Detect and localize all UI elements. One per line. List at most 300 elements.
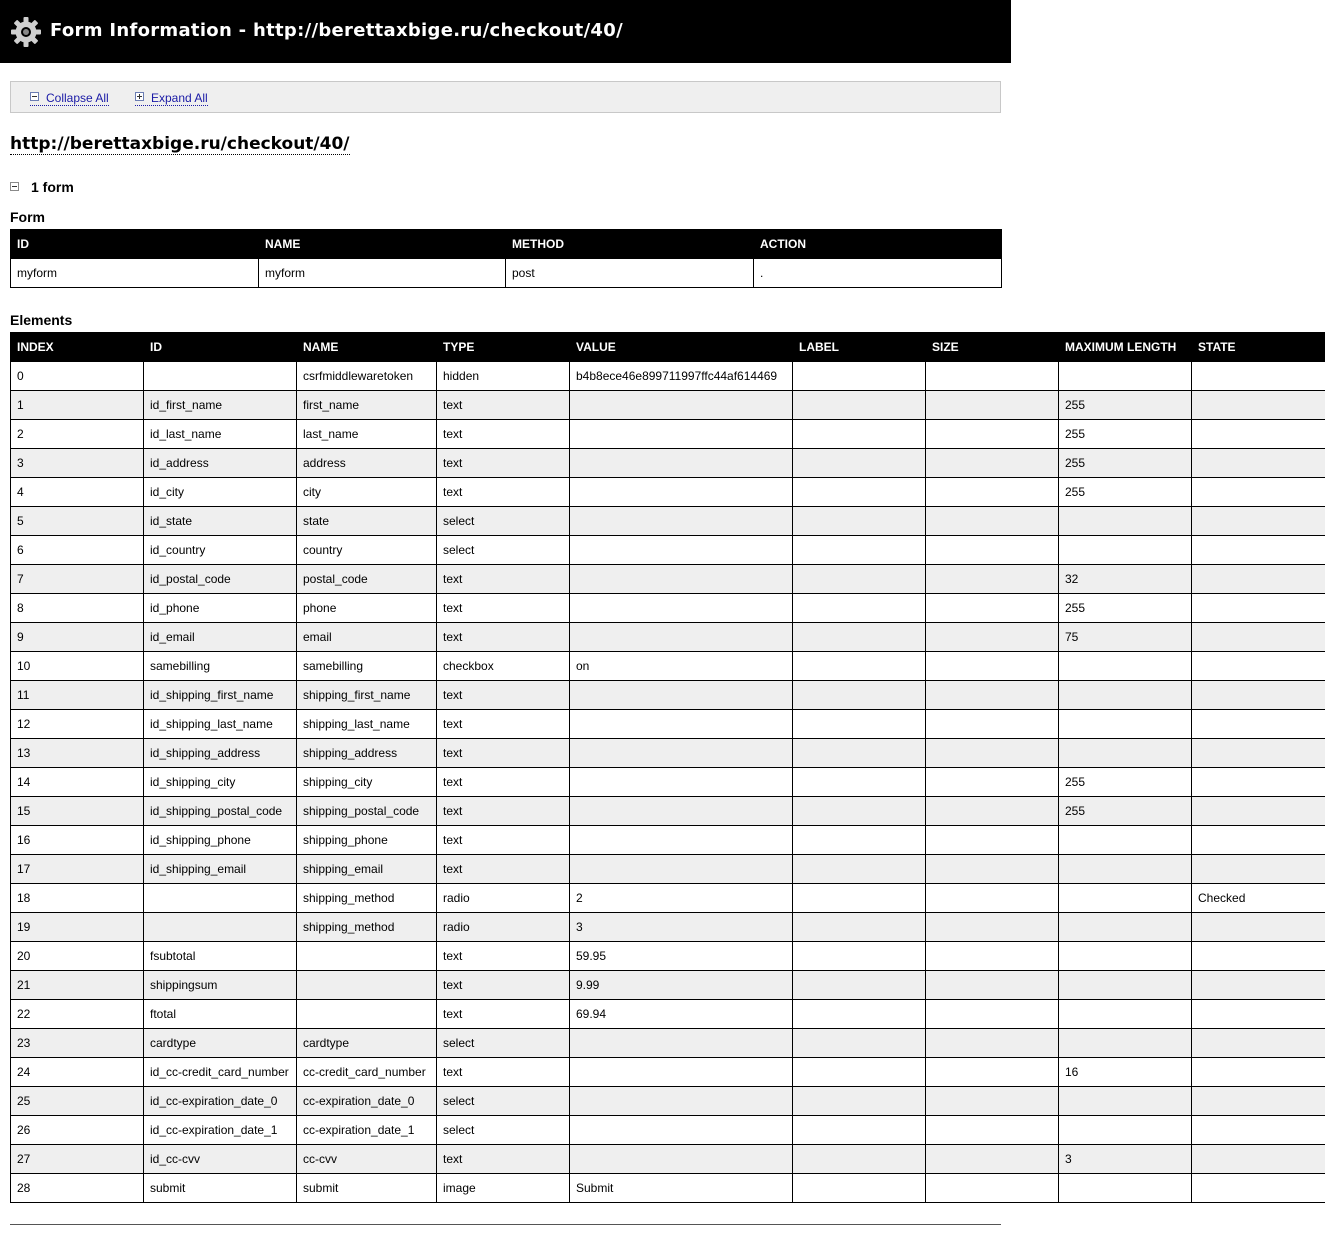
- element-cell-label: [793, 942, 926, 971]
- element-cell-index: 12: [11, 710, 144, 739]
- element-cell-id: id_email: [144, 623, 297, 652]
- element-cell-size: [926, 1058, 1059, 1087]
- element-cell-maximum-length: 255: [1059, 449, 1192, 478]
- element-cell-state: [1192, 507, 1325, 536]
- element-cell-label: [793, 1058, 926, 1087]
- table-row: [11, 1116, 1325, 1145]
- element-cell-maximum-length: 255: [1059, 594, 1192, 623]
- element-cell-id: shippingsum: [144, 971, 297, 1000]
- element-cell-size: [926, 1145, 1059, 1174]
- element-cell-index: 22: [11, 1000, 144, 1029]
- expand-icon: [135, 92, 144, 101]
- element-header-label: LABEL: [793, 333, 926, 362]
- element-cell-state: [1192, 362, 1325, 391]
- table-row: [11, 507, 1325, 536]
- element-cell-name: address: [297, 449, 437, 478]
- element-cell-index: 25: [11, 1087, 144, 1116]
- table-row: [11, 826, 1325, 855]
- gear-icon: [10, 16, 42, 48]
- element-cell-name: cc-expiration_date_0: [297, 1087, 437, 1116]
- element-cell-index: 3: [11, 449, 144, 478]
- element-cell-type: text: [437, 797, 570, 826]
- element-cell-type: select: [437, 507, 570, 536]
- element-cell-label: [793, 623, 926, 652]
- page-url-link[interactable]: http://berettaxbige.ru/checkout/40/: [10, 134, 350, 154]
- element-cell-value: [570, 739, 793, 768]
- table-row: [11, 710, 1325, 739]
- element-cell-size: [926, 420, 1059, 449]
- element-cell-id: id_cc-expiration_date_1: [144, 1116, 297, 1145]
- element-cell-index: 11: [11, 681, 144, 710]
- element-cell-label: [793, 739, 926, 768]
- table-row: [11, 420, 1325, 449]
- element-cell-id: [144, 913, 297, 942]
- element-cell-value: Submit: [570, 1174, 793, 1203]
- element-cell-name: shipping_email: [297, 855, 437, 884]
- table-row: [11, 565, 1325, 594]
- element-cell-type: select: [437, 1029, 570, 1058]
- form-header-method: METHOD: [506, 230, 754, 259]
- element-cell-maximum-length: [1059, 681, 1192, 710]
- element-cell-size: [926, 913, 1059, 942]
- element-cell-state: [1192, 536, 1325, 565]
- table-row: [11, 913, 1325, 942]
- element-cell-index: 16: [11, 826, 144, 855]
- element-cell-label: [793, 536, 926, 565]
- element-cell-type: text: [437, 1058, 570, 1087]
- element-cell-label: [793, 565, 926, 594]
- table-row: [11, 797, 1325, 826]
- elements-section-title: Elements: [10, 312, 73, 328]
- form-cell-name: myform: [259, 259, 506, 288]
- element-cell-id: id_phone: [144, 594, 297, 623]
- element-cell-state: [1192, 1174, 1325, 1203]
- element-cell-name: shipping_last_name: [297, 710, 437, 739]
- element-cell-size: [926, 855, 1059, 884]
- table-row: [11, 1029, 1325, 1058]
- element-cell-state: [1192, 1000, 1325, 1029]
- form-count-label: 1 form: [31, 179, 74, 195]
- collapse-icon[interactable]: [10, 182, 19, 191]
- element-header-type: TYPE: [437, 333, 570, 362]
- element-cell-id: id_cc-credit_card_number: [144, 1058, 297, 1087]
- element-cell-index: 28: [11, 1174, 144, 1203]
- element-cell-index: 15: [11, 797, 144, 826]
- element-cell-name: shipping_first_name: [297, 681, 437, 710]
- element-cell-id: [144, 884, 297, 913]
- element-cell-id: id_shipping_city: [144, 768, 297, 797]
- element-cell-maximum-length: 255: [1059, 391, 1192, 420]
- element-cell-size: [926, 971, 1059, 1000]
- collapse-all-button[interactable]: [30, 91, 109, 106]
- element-cell-id: id_country: [144, 536, 297, 565]
- table-row: [11, 623, 1325, 652]
- element-cell-size: [926, 797, 1059, 826]
- element-cell-value: 2: [570, 884, 793, 913]
- form-header-id: ID: [11, 230, 259, 259]
- table-row: [11, 362, 1325, 391]
- table-row: [11, 594, 1325, 623]
- element-cell-value: [570, 855, 793, 884]
- element-cell-size: [926, 1000, 1059, 1029]
- element-cell-type: select: [437, 1087, 570, 1116]
- element-header-index: INDEX: [11, 333, 144, 362]
- element-cell-state: Checked: [1192, 884, 1325, 913]
- element-cell-size: [926, 1087, 1059, 1116]
- element-cell-value: [570, 478, 793, 507]
- element-cell-id: id_address: [144, 449, 297, 478]
- element-cell-type: text: [437, 391, 570, 420]
- element-cell-type: text: [437, 478, 570, 507]
- element-cell-label: [793, 913, 926, 942]
- table-row: [11, 768, 1325, 797]
- element-cell-name: email: [297, 623, 437, 652]
- table-row: [11, 1000, 1325, 1029]
- element-cell-index: 6: [11, 536, 144, 565]
- element-cell-state: [1192, 1029, 1325, 1058]
- element-cell-value: [570, 565, 793, 594]
- element-cell-value: [570, 594, 793, 623]
- element-cell-label: [793, 1116, 926, 1145]
- table-row: [11, 1174, 1325, 1203]
- element-cell-state: [1192, 768, 1325, 797]
- form-cell-id: myform: [11, 259, 259, 288]
- table-row: [11, 536, 1325, 565]
- element-cell-size: [926, 1174, 1059, 1203]
- element-cell-maximum-length: 255: [1059, 420, 1192, 449]
- element-cell-label: [793, 449, 926, 478]
- element-cell-value: [570, 1087, 793, 1116]
- element-cell-value: [570, 1058, 793, 1087]
- element-cell-name: shipping_postal_code: [297, 797, 437, 826]
- window-title: Form Information - http://berettaxbige.ru/checkout/40/: [50, 20, 623, 41]
- element-cell-value: [570, 1145, 793, 1174]
- form-cell-action: .: [754, 259, 1002, 288]
- element-cell-label: [793, 1000, 926, 1029]
- element-cell-value: [570, 391, 793, 420]
- element-cell-name: csrfmiddlewaretoken: [297, 362, 437, 391]
- element-cell-index: 14: [11, 768, 144, 797]
- element-cell-type: radio: [437, 884, 570, 913]
- element-cell-name: first_name: [297, 391, 437, 420]
- element-cell-id: id_shipping_first_name: [144, 681, 297, 710]
- element-cell-state: [1192, 420, 1325, 449]
- element-cell-type: checkbox: [437, 652, 570, 681]
- element-cell-id: id_cc-expiration_date_0: [144, 1087, 297, 1116]
- element-cell-name: shipping_method: [297, 884, 437, 913]
- element-cell-index: 24: [11, 1058, 144, 1087]
- form-cell-method: post: [506, 259, 754, 288]
- element-cell-value: 69.94: [570, 1000, 793, 1029]
- element-cell-state: [1192, 478, 1325, 507]
- element-cell-state: [1192, 739, 1325, 768]
- element-cell-index: 2: [11, 420, 144, 449]
- element-cell-state: [1192, 652, 1325, 681]
- element-cell-state: [1192, 942, 1325, 971]
- element-cell-maximum-length: 32: [1059, 565, 1192, 594]
- element-cell-name: [297, 942, 437, 971]
- table-row: [11, 478, 1325, 507]
- element-cell-maximum-length: 3: [1059, 1145, 1192, 1174]
- element-header-id: ID: [144, 333, 297, 362]
- element-cell-index: 7: [11, 565, 144, 594]
- element-cell-id: cardtype: [144, 1029, 297, 1058]
- bottom-divider: [10, 1224, 1001, 1225]
- element-cell-maximum-length: [1059, 1116, 1192, 1145]
- table-row: [11, 942, 1325, 971]
- collapse-all-label: Collapse All: [46, 91, 109, 105]
- element-cell-state: [1192, 681, 1325, 710]
- element-cell-maximum-length: [1059, 652, 1192, 681]
- element-header-value: VALUE: [570, 333, 793, 362]
- element-cell-id: id_shipping_phone: [144, 826, 297, 855]
- table-row: [11, 884, 1325, 913]
- element-cell-value: [570, 826, 793, 855]
- element-cell-value: 9.99: [570, 971, 793, 1000]
- element-header-size: SIZE: [926, 333, 1059, 362]
- element-cell-label: [793, 710, 926, 739]
- element-cell-id: id_cc-cvv: [144, 1145, 297, 1174]
- element-cell-maximum-length: 255: [1059, 768, 1192, 797]
- element-cell-name: last_name: [297, 420, 437, 449]
- element-cell-id: submit: [144, 1174, 297, 1203]
- element-cell-size: [926, 623, 1059, 652]
- element-cell-state: [1192, 594, 1325, 623]
- element-cell-label: [793, 652, 926, 681]
- element-cell-type: text: [437, 971, 570, 1000]
- element-cell-type: text: [437, 623, 570, 652]
- element-cell-state: [1192, 913, 1325, 942]
- element-cell-index: 4: [11, 478, 144, 507]
- element-cell-size: [926, 1029, 1059, 1058]
- element-cell-label: [793, 362, 926, 391]
- form-table: [10, 229, 1002, 288]
- element-cell-state: [1192, 1116, 1325, 1145]
- element-cell-maximum-length: [1059, 739, 1192, 768]
- element-cell-size: [926, 681, 1059, 710]
- element-cell-type: text: [437, 565, 570, 594]
- element-cell-id: id_last_name: [144, 420, 297, 449]
- element-cell-value: [570, 768, 793, 797]
- element-cell-value: [570, 420, 793, 449]
- element-cell-size: [926, 942, 1059, 971]
- element-cell-label: [793, 681, 926, 710]
- table-row: [11, 1145, 1325, 1174]
- element-cell-size: [926, 362, 1059, 391]
- element-cell-label: [793, 1029, 926, 1058]
- element-cell-maximum-length: [1059, 1029, 1192, 1058]
- element-cell-label: [793, 855, 926, 884]
- element-cell-state: [1192, 855, 1325, 884]
- element-cell-index: 0: [11, 362, 144, 391]
- element-cell-name: cc-credit_card_number: [297, 1058, 437, 1087]
- element-cell-type: text: [437, 855, 570, 884]
- element-cell-index: 19: [11, 913, 144, 942]
- element-cell-state: [1192, 971, 1325, 1000]
- element-cell-label: [793, 594, 926, 623]
- element-cell-size: [926, 1116, 1059, 1145]
- element-cell-type: text: [437, 594, 570, 623]
- element-cell-type: image: [437, 1174, 570, 1203]
- element-header-maximum-length: MAXIMUM LENGTH: [1059, 333, 1192, 362]
- element-cell-type: text: [437, 826, 570, 855]
- element-cell-name: samebilling: [297, 652, 437, 681]
- element-cell-maximum-length: [1059, 971, 1192, 1000]
- element-cell-maximum-length: [1059, 855, 1192, 884]
- element-cell-state: [1192, 797, 1325, 826]
- table-row: [11, 259, 1002, 288]
- element-cell-value: 3: [570, 913, 793, 942]
- element-cell-value: [570, 507, 793, 536]
- element-cell-index: 20: [11, 942, 144, 971]
- element-cell-name: city: [297, 478, 437, 507]
- form-count-toggle[interactable]: [10, 179, 74, 195]
- element-cell-index: 26: [11, 1116, 144, 1145]
- element-cell-type: text: [437, 739, 570, 768]
- element-header-state: STATE: [1192, 333, 1325, 362]
- element-cell-label: [793, 884, 926, 913]
- element-cell-value: [570, 449, 793, 478]
- element-cell-maximum-length: [1059, 710, 1192, 739]
- element-cell-maximum-length: [1059, 913, 1192, 942]
- element-cell-index: 27: [11, 1145, 144, 1174]
- element-cell-type: text: [437, 1000, 570, 1029]
- element-cell-id: ftotal: [144, 1000, 297, 1029]
- element-cell-maximum-length: 75: [1059, 623, 1192, 652]
- element-cell-size: [926, 565, 1059, 594]
- element-cell-value: [570, 710, 793, 739]
- element-cell-value: [570, 681, 793, 710]
- element-cell-size: [926, 884, 1059, 913]
- element-cell-name: phone: [297, 594, 437, 623]
- element-cell-maximum-length: [1059, 942, 1192, 971]
- element-cell-name: country: [297, 536, 437, 565]
- element-cell-type: radio: [437, 913, 570, 942]
- element-cell-size: [926, 739, 1059, 768]
- element-cell-state: [1192, 1145, 1325, 1174]
- table-row: [11, 652, 1325, 681]
- element-cell-state: [1192, 1058, 1325, 1087]
- element-cell-index: 13: [11, 739, 144, 768]
- element-cell-index: 5: [11, 507, 144, 536]
- table-row: [11, 681, 1325, 710]
- element-cell-label: [793, 420, 926, 449]
- element-cell-type: text: [437, 681, 570, 710]
- element-cell-maximum-length: [1059, 362, 1192, 391]
- element-cell-id: id_state: [144, 507, 297, 536]
- element-cell-size: [926, 710, 1059, 739]
- element-cell-value: [570, 536, 793, 565]
- expand-all-button[interactable]: [135, 91, 208, 106]
- element-cell-maximum-length: [1059, 1174, 1192, 1203]
- element-cell-value: 59.95: [570, 942, 793, 971]
- element-cell-type: text: [437, 449, 570, 478]
- element-cell-size: [926, 652, 1059, 681]
- element-cell-value: [570, 797, 793, 826]
- element-cell-index: 8: [11, 594, 144, 623]
- element-cell-label: [793, 1174, 926, 1203]
- element-cell-index: 17: [11, 855, 144, 884]
- table-row: [11, 855, 1325, 884]
- element-cell-state: [1192, 565, 1325, 594]
- table-row: [11, 1087, 1325, 1116]
- element-cell-state: [1192, 623, 1325, 652]
- element-cell-type: text: [437, 420, 570, 449]
- element-cell-state: [1192, 710, 1325, 739]
- element-cell-index: 1: [11, 391, 144, 420]
- element-cell-id: id_shipping_postal_code: [144, 797, 297, 826]
- element-cell-name: cc-cvv: [297, 1145, 437, 1174]
- element-cell-size: [926, 507, 1059, 536]
- element-cell-name: shipping_city: [297, 768, 437, 797]
- element-cell-size: [926, 391, 1059, 420]
- element-cell-value: on: [570, 652, 793, 681]
- element-cell-size: [926, 478, 1059, 507]
- form-header-action: ACTION: [754, 230, 1002, 259]
- element-cell-name: shipping_method: [297, 913, 437, 942]
- table-row: [11, 449, 1325, 478]
- element-cell-index: 10: [11, 652, 144, 681]
- element-cell-maximum-length: 255: [1059, 797, 1192, 826]
- element-cell-value: b4b8ece46e899711997ffc44af614469: [570, 362, 793, 391]
- element-cell-label: [793, 1145, 926, 1174]
- element-cell-label: [793, 826, 926, 855]
- element-cell-value: [570, 1029, 793, 1058]
- expand-all-label: Expand All: [151, 91, 208, 105]
- element-cell-size: [926, 536, 1059, 565]
- element-cell-type: text: [437, 1145, 570, 1174]
- collapse-icon: [30, 92, 39, 101]
- element-cell-type: text: [437, 942, 570, 971]
- element-cell-name: shipping_phone: [297, 826, 437, 855]
- element-cell-state: [1192, 826, 1325, 855]
- element-cell-id: id_city: [144, 478, 297, 507]
- element-cell-id: fsubtotal: [144, 942, 297, 971]
- element-cell-name: [297, 971, 437, 1000]
- form-header-name: NAME: [259, 230, 506, 259]
- element-cell-maximum-length: [1059, 826, 1192, 855]
- element-cell-id: [144, 362, 297, 391]
- element-cell-type: hidden: [437, 362, 570, 391]
- element-cell-name: postal_code: [297, 565, 437, 594]
- element-cell-maximum-length: [1059, 536, 1192, 565]
- element-cell-label: [793, 507, 926, 536]
- element-cell-label: [793, 1087, 926, 1116]
- element-cell-type: select: [437, 536, 570, 565]
- element-cell-type: text: [437, 710, 570, 739]
- element-cell-id: id_shipping_email: [144, 855, 297, 884]
- element-cell-state: [1192, 391, 1325, 420]
- element-cell-index: 18: [11, 884, 144, 913]
- element-cell-id: id_shipping_last_name: [144, 710, 297, 739]
- element-cell-maximum-length: [1059, 507, 1192, 536]
- element-cell-name: cardtype: [297, 1029, 437, 1058]
- element-header-name: NAME: [297, 333, 437, 362]
- element-cell-maximum-length: 255: [1059, 478, 1192, 507]
- element-cell-id: id_postal_code: [144, 565, 297, 594]
- element-cell-index: 21: [11, 971, 144, 1000]
- element-cell-label: [793, 391, 926, 420]
- table-row: [11, 739, 1325, 768]
- element-cell-name: state: [297, 507, 437, 536]
- element-cell-name: [297, 1000, 437, 1029]
- element-cell-index: 23: [11, 1029, 144, 1058]
- element-cell-value: [570, 623, 793, 652]
- element-cell-id: samebilling: [144, 652, 297, 681]
- element-cell-label: [793, 478, 926, 507]
- element-cell-size: [926, 768, 1059, 797]
- element-cell-maximum-length: [1059, 1000, 1192, 1029]
